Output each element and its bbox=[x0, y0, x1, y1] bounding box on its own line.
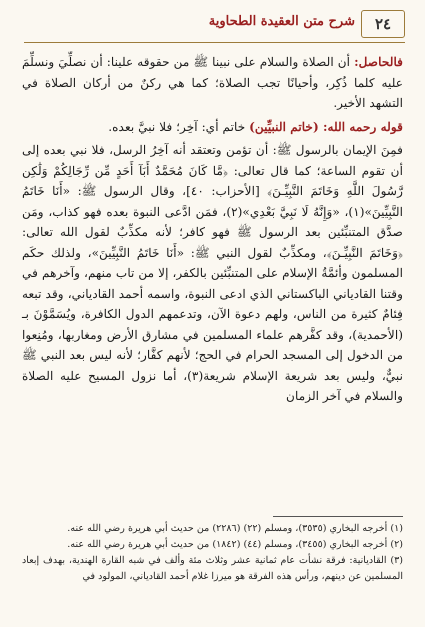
footnote: (٣) القاديانية: فرقة نشأت عام ثمانية عشر وثلاث مئة وألف في شبه القارة الهندية، بهدف إبعاد المسلمين عن دينهم، ورأس هذه الفرقة هو ميرزا غلام أحمد القادياني، المولود في bbox=[22, 555, 403, 582]
page-number: ٢٤ bbox=[361, 10, 405, 38]
footnote-divider bbox=[273, 516, 403, 517]
main-text bbox=[22, 52, 403, 410]
paragraph-text: أن الصلاة والسلام على نبينا ﷺ من حقوقه علينا: أن نصلِّيَ ونسلِّمَ عليه كلما ذُكِر، وأحيانًا تجب الصلاة؛ كما هي ركنٌ من أركان الصلاة في التشهد الأخير. bbox=[22, 55, 403, 110]
book-title: شرح متن العقيدة الطحاوية bbox=[208, 14, 355, 29]
paragraph-label: فالحاصل: bbox=[354, 55, 403, 69]
footnotes bbox=[22, 521, 403, 585]
quote-heading: قوله رحمه الله: (خاتم النبيِّين) bbox=[249, 119, 403, 134]
paragraph-text: خاتم أي: آخِر؛ فلا نبيَّ بعده. bbox=[108, 119, 246, 134]
paragraph-explanation bbox=[22, 140, 403, 407]
page-header bbox=[24, 8, 405, 43]
paragraph-conclusion bbox=[22, 52, 403, 114]
footnote: (١) أخرجه البخاري (٣٥٣٥)، ومسلم (٢٢) (٢٢٨٦) من حديث أبي هريرة رضي الله عنه. bbox=[67, 523, 403, 534]
paragraph-khatam bbox=[22, 117, 403, 138]
footnote: (٢) أخرجه البخاري (٣٤٥٥)، ومسلم (٤٤) (١٨٤٢) من حديث أبي هريرة رضي الله عنه. bbox=[67, 539, 403, 550]
paragraph-text: فمِنَ الإيمان بالرسول ﷺ: أن تؤمن وتعتقد أنه آخِرُ الرسل، فلا نبي بعده إلى أن تقوم الساعة؛ كما قال تعالى: ﴿مَّا كَانَ مُحَمَّدٌ أَبَآ أَحَدٍ مِّن رِّجَالِكُمْ وَلَٰكِن رَّسُولَ اللَّهِ وَخَاتَمَ النَّبِيِّـنَ﴾ [الأحزاب: ٤٠]، وقال الرسول ﷺ: «أَنَا خَاتَمُ النَّبِيِّينَ»(١)، «وَإِنَّهُ لَا نَبِيَّ بَعْدِي»(٢)، فمَن ادَّعى النبوة بعده فهو كذاب، ومَن صدَّق المتنبِّئين بعد الرسول ﷺ فهو كافر؛ لأنه مكذِّبٌ لقول الله تعالى: ﴿وَخَاتَمَ النَّبِيِّـنَ﴾، ومكذِّبٌ لقول النبي ﷺ: «أَنَا خَاتَمُ النَّبِيِّينَ»، ولذلك حكَم المسلمون وأئمَّةُ الإسلام على المتنبِّئين بالكفر، إلا من تاب منهم، وآخرهم في وقتنا القادياني الباكستاني الذي ادعى النبوة، واسمه أحمد القادياني، وقد تبعه فِئامٌ كثيرة من الناس، ولهم دعوة الآن، وتدعمهم الدول الكافرة، ويُسَمَّوْنَ بـ (الأحمدية)، وقد كفَّرهم علماء المسلمين في مشارق الأرض ومغاربها، ومُنِعوا من الدخول إلى المسجد الحرام في الحج؛ لأنهم كفَّار؛ لأنه ليس بعد النبي ﷺ نبيٌّ، وليس بعد شريعة الإسلام شريعة(٣)، أما نزول المسيح عليه الصلاة والسلام في آخر الزمان bbox=[22, 143, 403, 403]
